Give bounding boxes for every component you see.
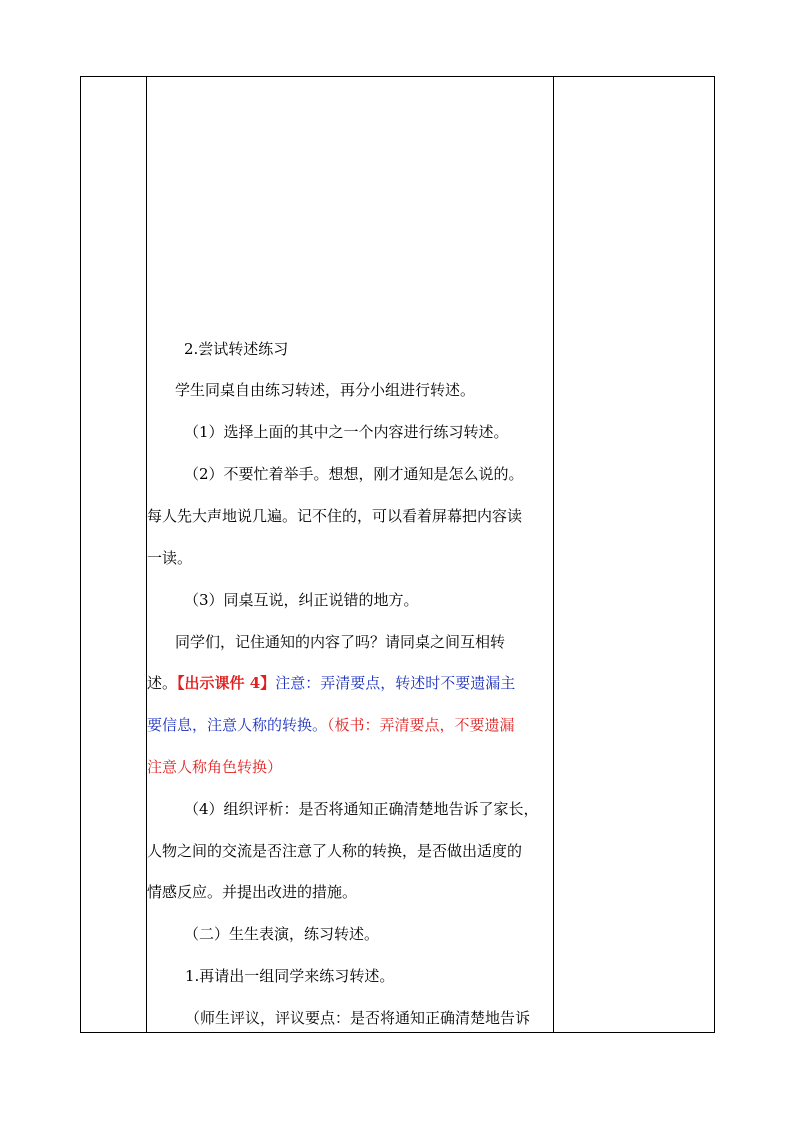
paragraph-line <box>147 548 553 568</box>
text-segment: 同学们，记住通知的内容了吗？请同桌之间互相转 <box>175 633 506 651</box>
paragraph-line <box>184 464 553 484</box>
paragraph-line <box>185 1008 553 1028</box>
paragraph-line <box>184 339 553 359</box>
text-segment: 情感反应。并提出改进的措施。 <box>147 883 358 901</box>
paragraph-line <box>175 632 553 652</box>
paragraph-line <box>147 673 553 693</box>
paragraph-line <box>147 882 553 902</box>
highlight-note: 注意：弄清要点，转述时不要遗漏主 <box>275 674 516 692</box>
text-segment: （师生评议，评议要点：是否将通知正确清楚地告诉 <box>185 1009 531 1027</box>
text-segment: 学生同桌自由练习转述，再分小组进行转述。 <box>175 381 476 399</box>
text-segment: 2.尝试转述练习 <box>184 340 289 358</box>
text-segment: （3）同桌互说，纠正说错的地方。 <box>184 591 419 609</box>
board-note: 注意人称角色转换） <box>147 758 283 776</box>
paragraph-line <box>184 590 553 610</box>
paragraph-line <box>147 715 553 735</box>
courseware-tag: 【出示课件 4】 <box>177 674 276 692</box>
paragraph-line <box>184 799 553 819</box>
highlight-note: 要信息，注意人称的转换。 <box>147 716 328 734</box>
paragraph-line <box>147 506 553 526</box>
table-left-border <box>80 76 81 1033</box>
paragraph-line <box>147 757 553 777</box>
lesson-content-cell <box>147 76 553 1033</box>
paragraph-line <box>184 422 553 442</box>
paragraph-line <box>185 966 553 986</box>
text-segment: （1）选择上面的其中之一个内容进行练习转述。 <box>184 423 509 441</box>
text-segment: （4）组织评析：是否将通知正确清楚地告诉了家长， <box>184 800 539 818</box>
text-segment: （2）不要忙着举手。想想，刚才通知是怎么说的。 <box>184 465 524 483</box>
paragraph-line <box>175 380 553 400</box>
paragraph-line <box>147 841 553 861</box>
text-segment: （二）生生表演，练习转述。 <box>184 925 380 943</box>
text-segment: 1.再请出一组同学来练习转述。 <box>185 967 395 985</box>
table-right-border <box>714 76 715 1033</box>
column-divider-2 <box>553 76 554 1033</box>
text-segment: 人物之间的交流是否注意了人称的转换，是否做出适度的 <box>147 842 523 860</box>
text-segment: 一读。 <box>147 549 193 567</box>
paragraph-line <box>184 924 553 944</box>
board-note: （板书：弄清要点，不要遗漏 <box>327 716 515 734</box>
text-segment: 述。 <box>147 674 178 692</box>
text-segment: 每人先大声地说几遍。记不住的，可以看着屏幕把内容读 <box>147 507 523 525</box>
